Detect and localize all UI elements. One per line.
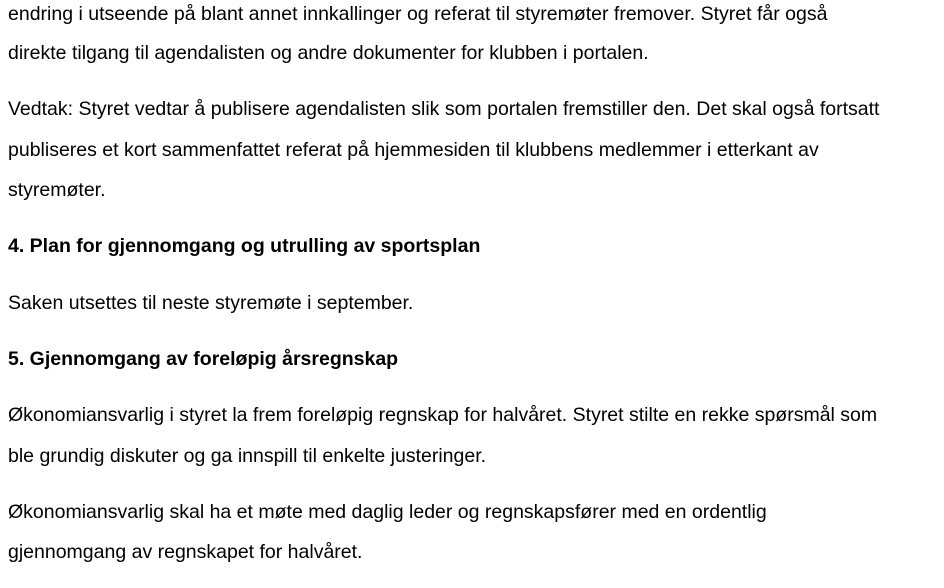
paragraph-1-line-2: direkte tilgang til agendalisten og andre dokumenter for klubben i portalen.	[8, 42, 649, 64]
paragraph-2-line-1: Vedtak: Styret vedtar å publisere agendalisten slik som portalen fremstiller den. Det skal også fortsatt	[8, 98, 880, 120]
paragraph-3-line-1: Saken utsettes til neste styremøte i september.	[8, 292, 414, 314]
paragraph-2-line-2: publiseres et kort sammenfattet referat på hjemmesiden til klubbens medlemmer i etterkant av	[8, 139, 819, 161]
paragraph-2-line-3: styremøter.	[8, 179, 106, 201]
paragraph-5-line-1: Økonomiansvarlig skal ha et møte med daglig leder og regnskapsfører med en ordentlig	[8, 501, 767, 523]
paragraph-1-line-1: endring i utseende på blant annet innkallinger og referat til styremøter fremover. Styret får også	[8, 3, 828, 25]
section-heading-4: 4. Plan for gjennomgang og utrulling av sportsplan	[8, 235, 481, 257]
section-heading-5: 5. Gjennomgang av foreløpig årsregnskap	[8, 348, 399, 370]
paragraph-4-line-2: ble grundig diskuter og ga innspill til enkelte justeringer.	[8, 445, 487, 467]
paragraph-4-line-1: Økonomiansvarlig i styret la frem foreløpig regnskap for halvåret. Styret stilte en rekke spørsmål som	[8, 404, 878, 426]
paragraph-5-line-2: gjennomgang av regnskapet for halvåret.	[8, 541, 363, 563]
